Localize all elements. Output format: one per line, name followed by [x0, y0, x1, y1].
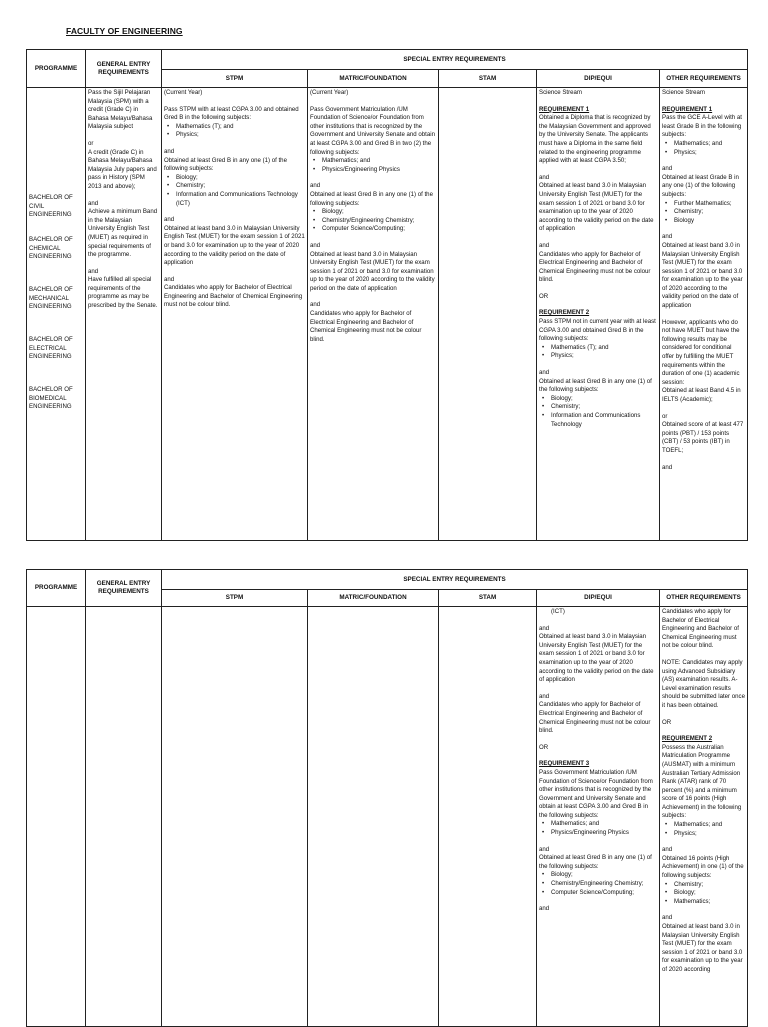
stam-cell — [439, 607, 537, 1027]
programme-cell — [27, 607, 86, 1027]
other-para: Obtained 16 points (High Achievement) in one (1) of the following subjects: — [662, 854, 744, 880]
header-stpm: STPM — [162, 590, 308, 607]
list-item: • Mathematics; — [674, 898, 745, 907]
stpm-current-year: (Current Year) — [164, 89, 203, 96]
programme-cell — [27, 88, 86, 541]
stpm-para: Obtained at least band 3.0 in Malaysian University English Test (MUET) for the exam session 1 of 2021 or band 3.0 for examination up to the year of 2020 according to the validity period on the date of application — [164, 224, 305, 267]
list-item: • Physics; — [551, 352, 657, 361]
header-matric: MATRIC/FOUNDATION — [308, 590, 439, 607]
stpm-para: Pass STPM with at least CGPA 3.00 and obtained Gred B in the following subjects: — [164, 105, 299, 122]
list-item: • Physics; — [674, 149, 745, 158]
list-item: • Physics; — [674, 830, 745, 839]
programme-mechanical: BACHELOR OF MECHANICAL ENGINEERING — [29, 286, 73, 311]
general-and: and — [88, 267, 99, 275]
stpm-cell — [162, 607, 308, 1027]
dip-para: Obtained at least Gred B in any one (1) of the following subjects: — [539, 854, 652, 870]
dip-para: Pass STPM not in current year with at least CGPA 3.00 and obtained Gred B in the following subjects: — [539, 318, 656, 343]
dip-and: and — [539, 241, 550, 249]
general-or: or — [88, 139, 94, 147]
header-dip: DIP/EQUI — [537, 70, 660, 88]
dip-para: Obtained at least Gred B in any one (1) of the following subjects: — [539, 377, 652, 394]
list-item: • Mathematics; and — [674, 140, 745, 149]
dip-para: Obtained at least band 3.0 in Malaysian University English Test (MUET) for the exam session 1 of 2021 or band 3.0 for examination up to the year of 2020 according to the validity period on the date of application — [539, 182, 654, 233]
list-item: • Further Mathematics; — [674, 200, 745, 209]
other-cell — [660, 88, 748, 541]
programme-electrical: BACHELOR OF ELECTRICAL ENGINEERING — [29, 336, 73, 361]
dip-and: and — [539, 624, 550, 632]
dip-or: OR — [539, 292, 549, 300]
other-para: However, applicants who do not have MUET but have the following results may be considered for conditional offer by fulfilling the MUET requirements within the duration of one (1) academic session: — [662, 318, 740, 386]
list-item: • Chemistry; — [674, 208, 745, 217]
stpm-and: and — [164, 275, 175, 283]
list-item: • Chemistry; — [176, 182, 305, 191]
other-para: Obtained at least Band 4.5 in IELTS (Academic); — [662, 387, 741, 403]
matric-para: Obtained at least Gred B in any one (1) of the following subjects: — [310, 190, 433, 207]
matric-para: Obtained at least band 3.0 in Malaysian University English Test (MUET) for the exam session 1 of 2021 or band 3.0 for examination up to the year of 2020 according to the validity period on the date of application — [310, 250, 435, 292]
general-para: Pass the Sijil Pelajaran Malaysia (SPM) with a credit (Grade C) in Bahasa Melayu/Bahasa Malaysia subject — [88, 89, 153, 131]
list-item: • Mathematics; and — [674, 821, 745, 830]
list-item: • Physics/Engineering Physics — [551, 829, 657, 838]
list-item: • Chemistry/Engineering Chemistry; — [322, 217, 436, 226]
list-item: • Information and Communications Technology (ICT) — [176, 191, 305, 208]
list-item: • Mathematics (T); and — [176, 123, 305, 132]
header-matric: MATRIC/FOUNDATION — [308, 70, 439, 88]
other-para: Possess the Australian Matriculation Programme (AUSMAT) with a minimum Australian Tertiary Admission Rank (ATAR) rank of 70 percent (%) and a minimum score of 16 points (High Achievement) in the following subjects: — [662, 743, 742, 820]
stpm-and: and — [164, 147, 175, 155]
dip-and: and — [539, 692, 550, 700]
list-item: • Computer Science/Computing; — [322, 225, 436, 234]
matric-cell — [308, 88, 439, 541]
other-and: and — [662, 846, 673, 854]
matric-current-year: (Current Year) — [310, 89, 349, 96]
dip-and: and — [539, 905, 550, 913]
other-and: and — [662, 233, 673, 241]
dip-ict: (ICT) — [551, 608, 565, 615]
general-and: and — [88, 199, 99, 207]
list-item: • Biology; — [674, 889, 745, 898]
general-requirements-cell — [86, 607, 162, 1027]
matric-cell — [308, 607, 439, 1027]
general-para: Achieve a minimum Band in the Malaysian University English Test (MUET) as required in special requirements of the programme. — [88, 208, 158, 259]
list-item: • Mathematics (T); and — [551, 344, 657, 353]
header-programme: PROGRAMME — [27, 50, 86, 88]
other-cell — [660, 607, 748, 1027]
document-title: FACULTY OF ENGINEERING — [66, 26, 183, 36]
list-item: • Physics/Engineering Physics — [322, 166, 436, 175]
dip-requirement-heading: REQUIREMENT 2 — [539, 309, 590, 317]
dip-cell — [537, 88, 660, 541]
dip-para: Obtained a Diploma that is recognized by the Malaysian Government and approved by the University Senate. The applicants must have a Diploma in the same field related to the engineering programme applied with at least CGPA 3.50; — [539, 114, 651, 165]
other-para: Obtained at least Grade B in any one (1) of the following subjects: — [662, 173, 739, 198]
header-stpm: STPM — [162, 70, 308, 88]
header-general-entry: GENERAL ENTRY REQUIREMENTS — [86, 570, 162, 607]
dip-stream: Science Stream — [539, 89, 583, 96]
header-general-entry: GENERAL ENTRY REQUIREMENTS — [86, 50, 162, 88]
dip-para: Candidates who apply for Bachelor of Electrical Engineering and Bachelor of Chemical Engineering must not be colour blind. — [539, 250, 651, 284]
general-requirements-cell — [86, 88, 162, 541]
dip-and: and — [539, 845, 550, 853]
list-item: • Mathematics; and — [322, 157, 436, 166]
dip-para: Candidates who apply for Bachelor of Electrical Engineering and Bachelor of Chemical Engineering must not be colour blind. — [539, 701, 651, 735]
matric-para: Candidates who apply for Bachelor of Electrical Engineering and Bachelor of Chemical Engineering must not be colour blind. — [310, 310, 422, 343]
header-stam: STAM — [439, 590, 537, 607]
list-item: • Information and Communications Technology — [551, 412, 657, 429]
stam-cell — [439, 88, 537, 541]
other-para: Obtained score of at least 477 points (PBT) / 153 points (CBT) / 53 points (IBT) in TOEFL; — [662, 421, 744, 454]
other-para: Obtained at least band 3.0 in Malaysian University English Test (MUET) for the exam session 1 of 2021 or band 3.0 for examination up to the year of 2020 according — [662, 923, 743, 973]
matric-and: and — [310, 182, 321, 190]
dip-or: OR — [539, 743, 549, 751]
list-item: • Physics; — [176, 131, 305, 140]
list-item: • Biology; — [322, 208, 436, 217]
header-dip: DIP/EQUI — [537, 590, 660, 607]
matric-and: and — [310, 301, 321, 309]
other-note: NOTE: Candidates may apply using Advanced Subsidiary (AS) examination results. A-Level examination results should be submitted later once it has been obtained. — [662, 658, 745, 709]
requirements-table-page-1 — [26, 49, 748, 541]
programme-civil: BACHELOR OF CIVIL ENGINEERING — [29, 194, 73, 219]
list-item: • Chemistry; — [674, 881, 745, 890]
header-special-entry: SPECIAL ENTRY REQUIREMENTS — [162, 570, 748, 590]
dip-cell — [537, 607, 660, 1027]
programme-biomedical: BACHELOR OF BIOMEDICAL ENGINEERING — [29, 386, 73, 411]
header-stam: STAM — [439, 70, 537, 88]
list-item: • Computer Science/Computing; — [551, 889, 657, 898]
other-or: or — [662, 412, 668, 420]
dip-requirement-heading: REQUIREMENT 3 — [539, 760, 590, 768]
stpm-para: Obtained at least Gred B in any one (1) of the following subjects: — [164, 156, 287, 173]
other-requirement-heading: REQUIREMENT 1 — [662, 105, 713, 113]
matric-and: and — [310, 241, 321, 249]
general-para: A credit (Grade C) in Bahasa Melayu/Bahasa Malaysia July papers and pass in History (SPM 2013 and above); — [88, 148, 157, 190]
header-programme: PROGRAMME — [27, 570, 86, 607]
other-and: and — [662, 165, 673, 173]
other-and: and — [662, 463, 673, 471]
general-para: Have fulfilled all special requirements of the programme as may be prescribed by the Senate. — [88, 276, 158, 310]
list-item: • Biology — [674, 217, 745, 226]
list-item: • Chemistry; — [551, 403, 657, 412]
header-special-entry: SPECIAL ENTRY REQUIREMENTS — [162, 50, 748, 70]
list-item: • Biology; — [176, 174, 305, 183]
other-or: OR — [662, 718, 672, 726]
dip-para: Pass Government Matriculation /UM Foundation of Science/or Foundation from other institutions that is recognized by the Government and University Senate and obtain at least CGPA 3.00 and Gred B in the following subjects: — [539, 768, 653, 819]
programme-chemical: BACHELOR OF CHEMICAL ENGINEERING — [29, 236, 73, 261]
list-item: • Biology; — [551, 395, 657, 404]
other-and: and — [662, 914, 673, 922]
header-other: OTHER REQUIREMENTS — [660, 70, 748, 88]
other-para: Obtained at least band 3.0 in Malaysian University English Test (MUET) for the exam session 1 of 2021 or band 3.0 for examination up to the year of 2020 according to the validity period on the date of application — [662, 241, 743, 310]
matric-para: Pass Government Matriculation /UM Foundation of Science/or Foundation from other institutions that is recognized by the Government and University Senate and obtain at least CGPA 3.00 and Gred B in two (2) the following subjects: — [310, 105, 435, 156]
dip-para: Obtained at least band 3.0 in Malaysian University English Test (MUET) for the exam session 1 of 2021 or band 3.0 for examination up to the year of 2020 according to the validity period on the date of application — [539, 633, 654, 684]
stpm-and: and — [164, 216, 175, 224]
stpm-cell — [162, 88, 308, 541]
requirements-table-page-2 — [26, 569, 748, 1027]
other-para: Pass the GCE A-Level with at least Grade B in the following subjects: — [662, 114, 742, 139]
list-item: • Biology; — [551, 871, 657, 880]
list-item: • Mathematics; and — [551, 820, 657, 829]
list-item: • Chemistry/Engineering Chemistry; — [551, 880, 657, 889]
other-para: Candidates who apply for Bachelor of Electrical Engineering and Bachelor of Chemical Engineering must not be colour blind. — [662, 608, 739, 650]
stpm-para: Candidates who apply for Bachelor of Electrical Engineering and Bachelor of Chemical Engineering must not be colour blind. — [164, 284, 303, 309]
other-stream: Science Stream — [662, 89, 706, 96]
other-requirement-heading: REQUIREMENT 2 — [662, 735, 713, 743]
header-other: OTHER REQUIREMENTS — [660, 590, 748, 607]
dip-requirement-heading: REQUIREMENT 1 — [539, 105, 590, 113]
dip-and: and — [539, 369, 550, 377]
dip-and: and — [539, 173, 550, 181]
